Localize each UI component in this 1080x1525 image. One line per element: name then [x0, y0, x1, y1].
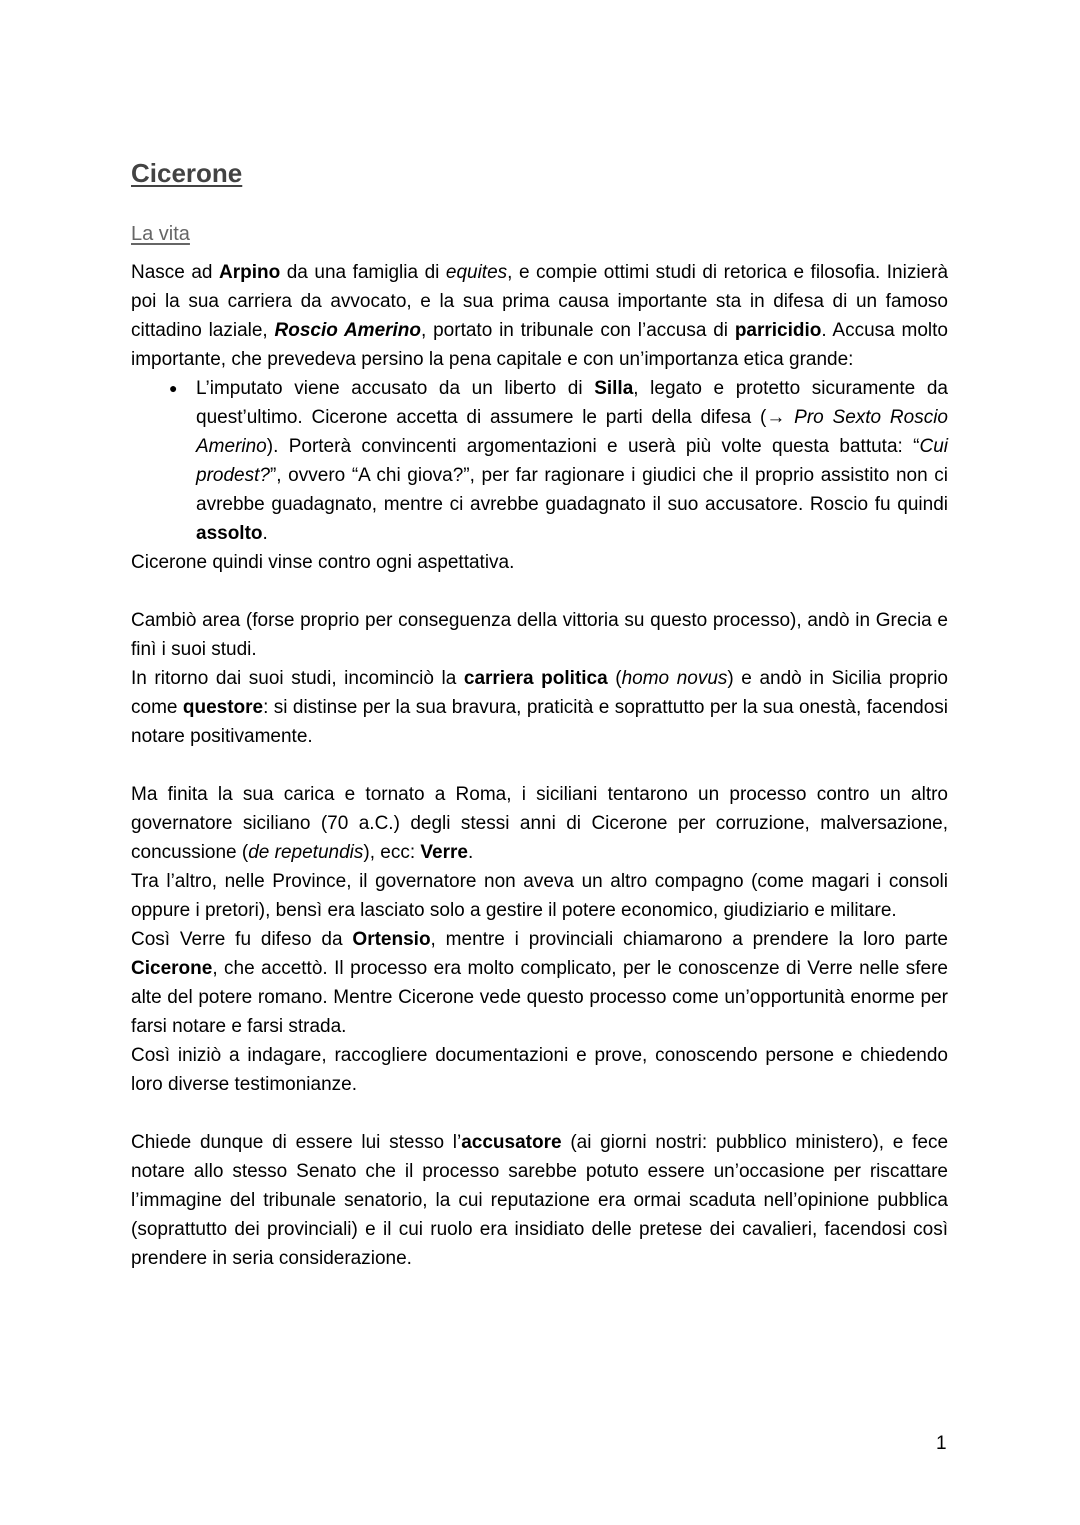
italic-text: homo novus	[621, 668, 728, 689]
text-run: , che accettò. Il processo era molto complicato, per le conoscenze di Verre nelle sfere alte del potere romano. Mentre Cicerone vede questo processo come un’opportunità enorme per farsi notare e farsi strada.	[131, 958, 948, 1037]
italic-text: Pro Sexto Roscio Amerino	[196, 407, 948, 457]
italic-text: de repetundis	[248, 842, 364, 863]
bold-text: parricidio	[734, 320, 822, 341]
text-run: .	[467, 842, 474, 863]
paragraph	[131, 548, 948, 577]
bold-text: Silla	[594, 378, 634, 399]
bold-text: carriera politica	[463, 668, 608, 689]
text-run: Tra l’altro, nelle Province, il governatore non aveva un altro compagno (come magari i consoli oppure i pretori), bensì era lasciato solo a gestire il potere economico, giudiziario e militare.	[131, 871, 948, 921]
text-run: , e compie ottimi studi di retorica e filosofia. Inizierà poi la sua carriera da avvocato, e la sua prima causa importante sta in difesa di un famoso cittadino laziale,	[131, 262, 949, 341]
text-run: Nasce ad	[131, 262, 220, 283]
text-run: ”, ovvero “A chi giova?”, per far ragionare i giudici che il proprio assistito non ci avrebbe guadagnato, mentre ci avrebbe guadagnato il suo accusatore. Roscio fu quindi	[196, 465, 948, 515]
text-run: Così Verre fu difeso da	[131, 929, 353, 950]
text-run: Così iniziò a indagare, raccogliere documentazioni e prove, conoscendo persone e chiedendo loro diverse testimonianze.	[131, 1045, 948, 1095]
paragraph	[131, 925, 948, 1041]
bold-text: Ortensio	[352, 929, 431, 950]
text-run: (ai giorni nostri: pubblico ministero), e fece notare allo stesso Senato che il processo sarebbe potuto essere un’occasione per riscattare l’immagine del tribunale senatorio, la cui reputazione era ormai scaduta nell’opinione pubblica (soprattutto dei provinciali) e il cui ruolo era insidiato delle pretese dei cavalieri, facendosi così prendere in seria considerazione.	[131, 1132, 949, 1269]
text-run: L’imputato viene accusato da un liberto di	[196, 378, 595, 399]
paragraph	[131, 1041, 948, 1099]
document-title: Cicerone	[131, 158, 243, 188]
text-run: , mentre i provinciali chiamarono a prendere la loro parte	[430, 929, 948, 950]
bold-text: Roscio Amerino	[274, 320, 422, 341]
text-run: . Accusa molto importante, che prevedeva persino la pena capitale e con un’importanza etica grande:	[131, 320, 948, 370]
bold-text: questore	[182, 697, 264, 718]
italic-text: equites	[445, 262, 508, 283]
page-number: 1	[936, 1433, 947, 1454]
text-run: ), ecc:	[363, 842, 421, 863]
text-run: ) e andò in Sicilia proprio come	[131, 668, 948, 718]
list-item-text	[196, 378, 948, 544]
text-run: Cambiò area (forse proprio per conseguenza della vittoria su questo processo), andò in Grecia e finì i suoi studi.	[131, 610, 948, 660]
document-body	[131, 258, 948, 1273]
italic-text: Cui prodest?	[196, 436, 948, 486]
section-heading: La vita	[131, 223, 190, 245]
text-run: , portato in tribunale con l’accusa di	[421, 320, 735, 341]
paragraph	[131, 1128, 948, 1273]
bold-text: Verre	[420, 842, 468, 863]
paragraph	[131, 606, 948, 664]
text-run: Ma finita la sua carica e tornato a Roma, i siciliani tentarono un processo contro un altro governatore siciliano (70 a.C.) degli stessi anni di Cicerone per corruzione, malversazione, concussione (	[131, 784, 948, 863]
paragraph	[131, 258, 948, 374]
bold-text: assolto	[196, 523, 263, 544]
text-run: (	[607, 668, 622, 689]
paragraph	[131, 780, 948, 867]
text-run: In ritorno dai suoi studi, incominciò la	[131, 668, 464, 689]
paragraph	[131, 867, 948, 925]
text-run: da una famiglia di	[280, 262, 446, 283]
paragraph	[131, 664, 948, 751]
bullet-icon: ●	[169, 380, 178, 396]
text-run: Cicerone quindi vinse contro ogni aspettativa.	[131, 552, 515, 573]
text-run: .	[262, 523, 268, 544]
list-item	[169, 374, 948, 548]
text-run: Chiede dunque di essere lui stesso l’	[131, 1132, 462, 1153]
text-run: ). Porterà convincenti argomentazioni e userà più volte questa battuta: “	[266, 436, 920, 457]
bullet-list	[131, 374, 948, 548]
text-run: : si distinse per la sua bravura, praticità e soprattutto per la sua onestà, facendosi notare positivamente.	[131, 697, 948, 747]
text-run: , legato e protetto sicuramente da quest’ultimo. Cicerone accetta di assumere le parti della difesa (→	[196, 378, 948, 428]
bold-text: Arpino	[219, 262, 281, 283]
bold-text: accusatore	[461, 1132, 562, 1153]
bold-text: Cicerone	[131, 958, 213, 979]
